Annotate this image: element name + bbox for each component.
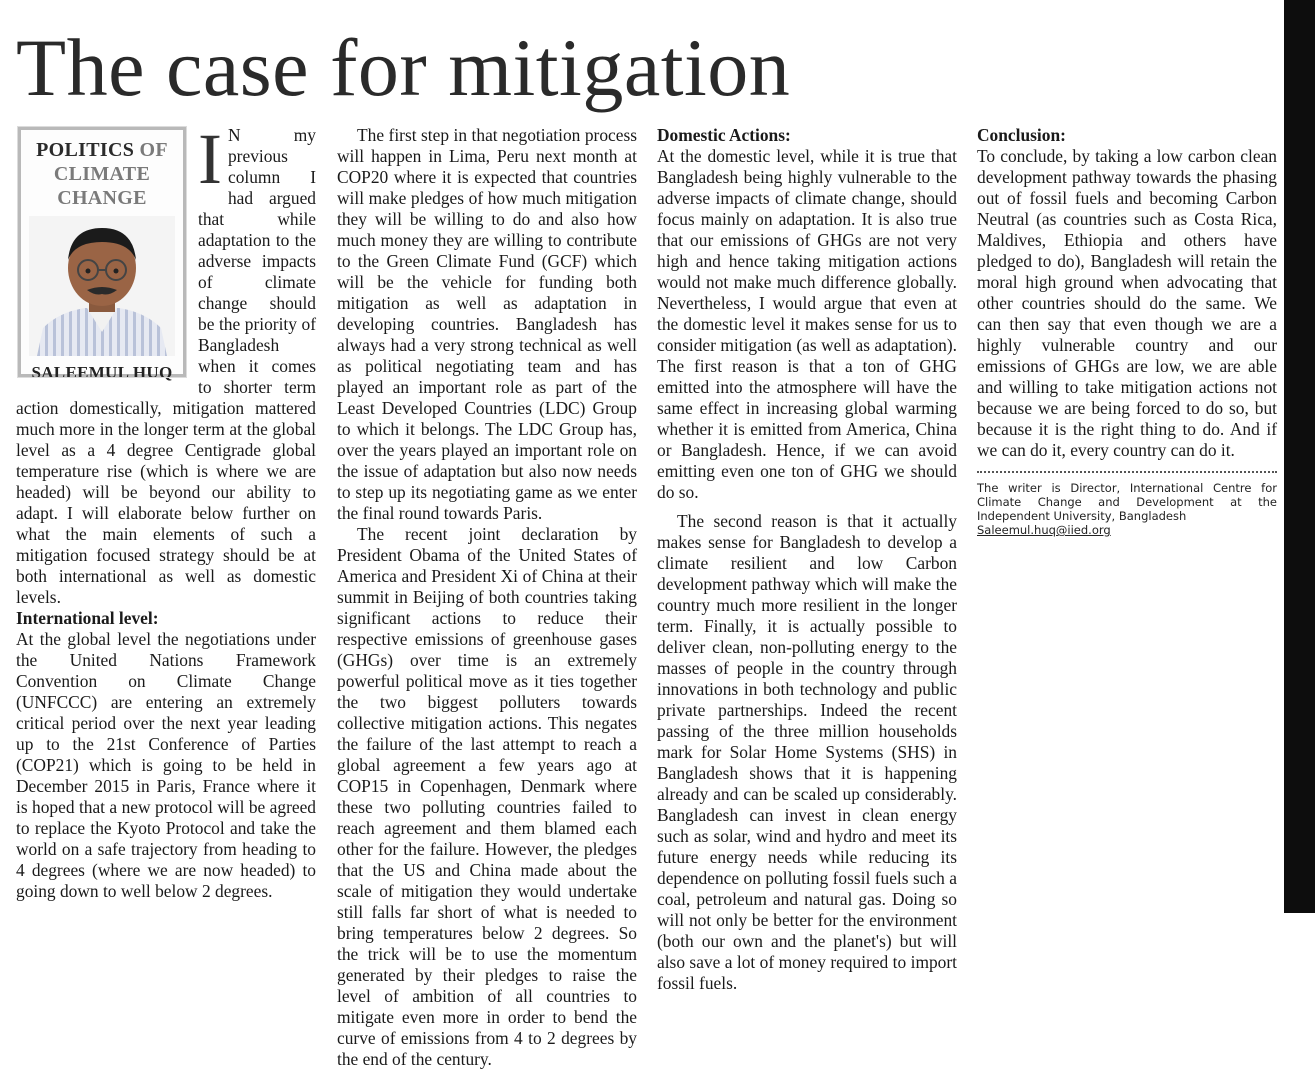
column-title-of: OF (139, 139, 168, 161)
paragraph-lima: The first step in that negotiation process will happen in Lima, Peru next month at COP20 where it is expected that countries will make pledges of how much mitigation they will be willing to do and also how much money they are willing to contribute to the Green Climate Fund (GCF) which will be the vehicle for funding both mitigation as well as adaptation in developing countries. Bangladesh has always had a very strong technical as well as political negotiating team and has played an important role as part of the Least Developed Countries (LDC) Group to which it belongs. The LDC Group has, over the years played an important role on the issue of adaptation but also now needs to step up its negotiating game as we enter the final round towards Paris. (337, 125, 637, 523)
dotted-divider (977, 471, 1277, 473)
article-column-1 (16, 119, 316, 902)
article-column-2 (337, 125, 637, 1070)
author-email-link[interactable]: Saleemul.huq@iied.org (977, 523, 1111, 537)
author-name: SALEEMUL HUQ (31, 363, 173, 382)
paragraph-global-negotiations: At the global level the negotiations under the United Nations Framework Convention on Climate Change (UNFCCC) are entering an extremely critical period over the next year leading up to the 21st Conference of Parties (COP21) which is going to be held in December 2015 in Paris, France where it is hoped that a new protocol will be agreed to replace the Kyoto Protocol and take the world on a safe trajectory from heading to 4 degrees (where we are now headed) to going down to well below 2 degrees. (16, 629, 316, 901)
paragraph-second-reason: The second reason is that it actually makes sense for Bangladesh to develop a climate resilient and low Carbon development pathway which will make the country much more resilient in the longer term. Finally, it is actually possible to deliver clean, non-polluting energy to the masses of people in the country through innovations in both technology and public private partnerships. Indeed the recent passing of the three million households mark for Solar Home Systems (SHS) in Bangladesh shows that it is happening already and can be scaled up considerably. Bangladesh can invest in clean energy such as solar, wind and hydro and meet its future energy needs while reducing its dependence on polluting fossil fuels such a coal, petroleum and natural gas. Doing so will not only be better for the environment (both our own and the planet's) but will also save a lot of money required to import fossil fuels. (657, 511, 957, 993)
author-portrait (29, 216, 175, 356)
column-title-climate: CLIMATE (53, 163, 151, 185)
column-box (18, 127, 186, 382)
headline: The case for mitigation (16, 22, 791, 113)
subhead-domestic: Domestic Actions: (657, 125, 791, 145)
drop-cap: I (198, 119, 222, 199)
article-column-3 (657, 125, 957, 994)
author-byline: The writer is Director, International Centre for Climate Change and Development at the Independent University, Bangladesh (977, 481, 1277, 523)
column-title-politics: POLITICS (36, 139, 135, 161)
paragraph-conclusion: To conclude, by taking a low carbon clean development pathway towards the phasing out of fossil fuels and becoming Carbon Neutral (as countries such as Costa Rica, Maldives, Ethiopia and others have pledged to do), Bangladesh will retain the moral high ground when advocating that other countries should do the same. We can then say that even though we are a highly vulnerable country and our emissions of GHGs are low, we are able and willing to take mitigation actions not because we are being forced to do so, but because it is the right thing to do. And if we can do it, every country can do it. (977, 146, 1277, 460)
paragraph-domestic-level: At the domestic level, while it is true that Bangladesh being highly vulnerable to the adverse impacts of climate change, should focus mainly on adaptation. It is also true that our emissions of GHGs are not very high and hence taking mitigation actions would not make much difference globally. Nevertheless, I would argue that even at the domestic level it makes sense for us to consider mitigation (as well as adaptation). The first reason is that a ton of GHG emitted into the atmosphere will have the same effect in increasing global warming whether it is emitted from America, China or Bangladesh. Hence, if we can avoid emitting even one ton of GHG we should do so. (657, 146, 957, 502)
article-column-4 (977, 125, 1277, 537)
paragraph-intro: N my previous column I had argued that while adaptation to the adverse impacts of climate change should be the priority of Bangladesh when it comes to shorter term action domestically, mitigation mattered much more in the longer term at the global level as a 4 degree Centigrade global temperature rise (which is where we are headed) will be beyond our ability to adapt. I will elaborate below further on what the main elements of such a mitigation focused strategy should be at both international as well as domestic levels. (16, 125, 316, 607)
subhead-conclusion: Conclusion: (977, 125, 1066, 145)
page-edge-bar (1284, 0, 1315, 913)
column-box-title (21, 138, 183, 210)
column-title-change: CHANGE (57, 187, 147, 209)
subhead-international: International level: (16, 608, 159, 628)
paragraph-joint-declaration: The recent joint declaration by President Obama of the United States of America and President Xi of China at their summit in Beijing of both countries taking significant actions to reduce their respective emissions of greenhouse gases (GHGs) over time is an extremely powerful political move as it ties together the two biggest polluters towards collective mitigation actions. This negates the failure of the last attempt to reach a global agreement a few years ago at COP15 in Copenhagen, Denmark where these two polluting countries failed to reach agreement and them blamed each other for the failure. However, the pledges that the US and China made about the scale of mitigation they would undertake still falls far short of what is needed to bring temperatures below 2 degrees. So the trick will be to use the momentum generated by their pledges to raise the level of ambition of all countries to mitigate even more in order to bend the curve of emissions from 4 to 2 degrees by the end of the century. (337, 524, 637, 1069)
